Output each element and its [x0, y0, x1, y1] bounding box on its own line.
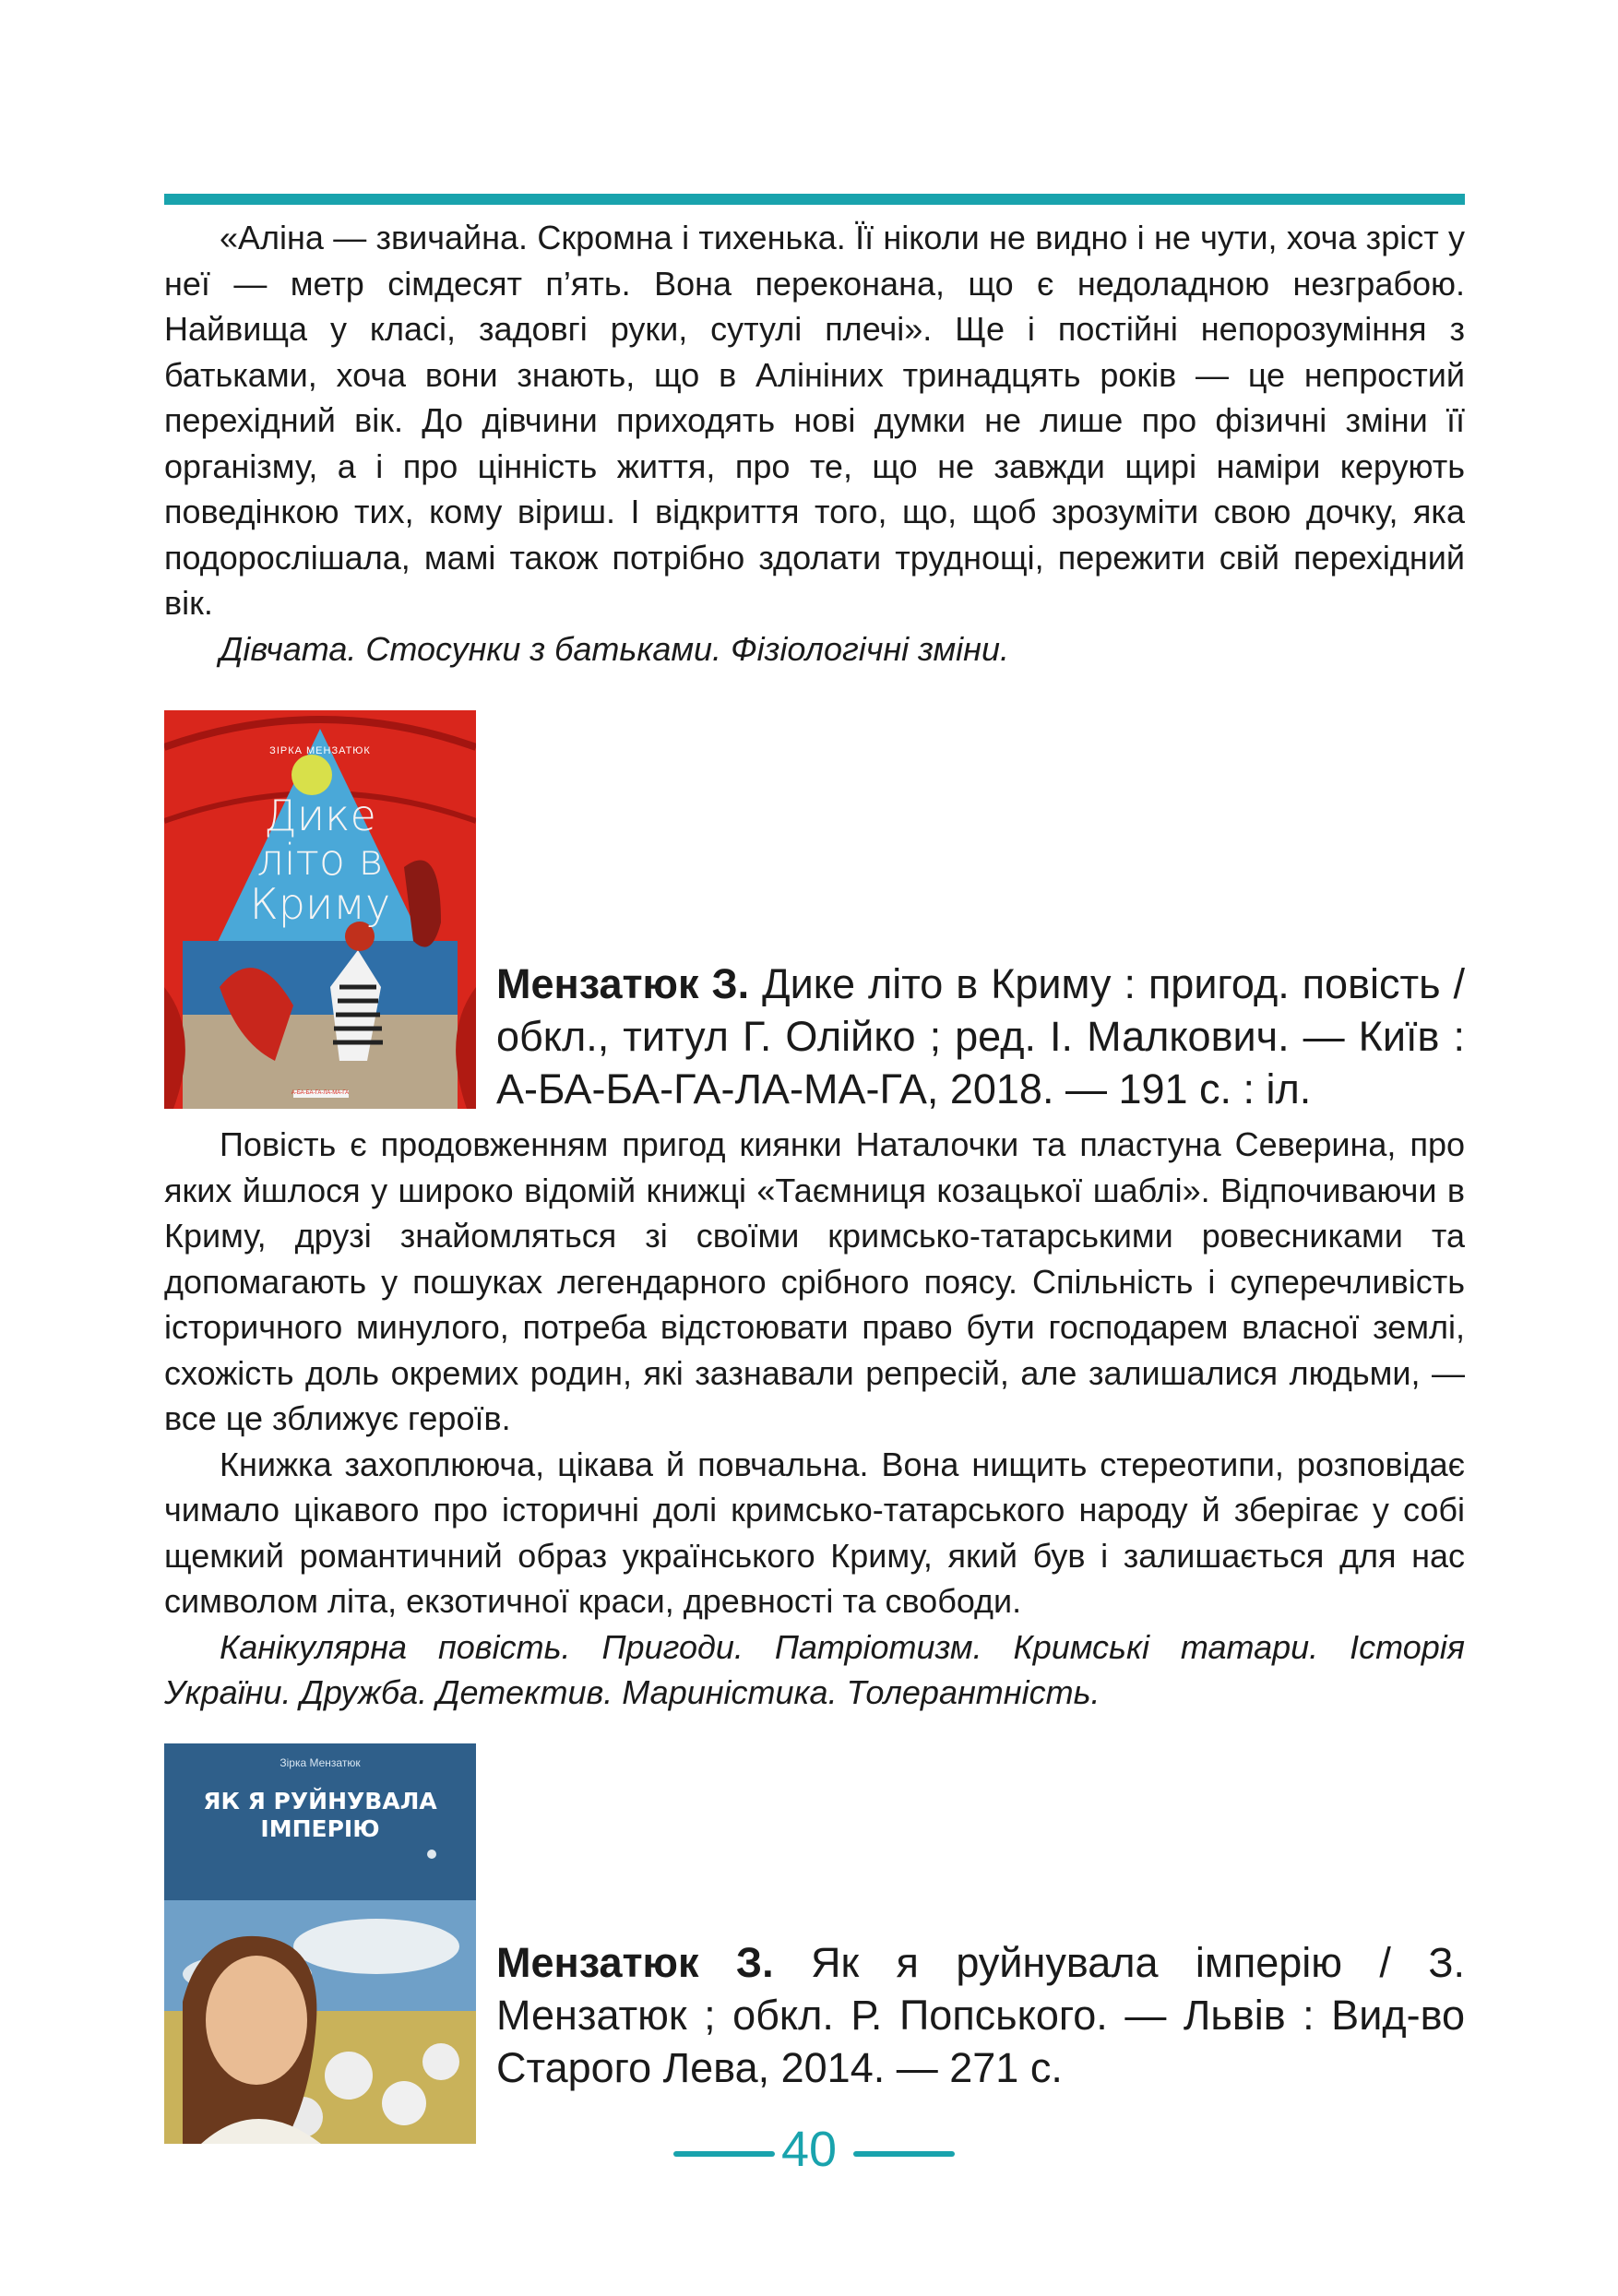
book2-cover-title-line2: ІМПЕРІЮ — [260, 1815, 380, 1842]
book1-citation — [496, 958, 1465, 1115]
intro-tags: Дівчата. Стосунки з батьками. Фізіологічні зміни. — [220, 629, 1010, 668]
book2-cover-title-line1: ЯК Я РУЙНУВАЛА — [203, 1788, 437, 1814]
intro-paragraph: «Аліна — звичайна. Скромна і тихенька. Її ніколи не видно і не чути, хоча зріст у неї — метр сімдесят п’ять. Вона переконана, що є недоладною незграбою. Найвища у класі, задовгі руки, сутулі плечі». Ще і постійні непорозуміння з батьками, хоча вони знають, що в Алініних тринадцять років — це непростий перехідний вік. До дівчини приходять нові думки не лише про фізичні зміни її організму, а і про цінність життя, про те, що не завжди щирі наміри керують поведінкою тих, кому віриш. І відкриття того, що, щоб зрозуміти свою дочку, яка подорослішала, мамі також потрібно здолати труднощі, пережити свій перехідний вік. — [164, 219, 1465, 622]
book1-paragraph1: Повість є продовженням пригод киянки Наталочки та пластуна Северина, про яких йшлося у широко відомій книжці «Таємниця козацької шаблі». Відпочиваючи в Криму, друзі знайомляться зі своїми кримсько-татарськими ровесниками та допомагають у пошуках легендарного срібного поясу. Спільність і суперечливість історичного минулого, потреба відстоювати право бути господарем власної землі, схожість доль окремих родин, які зазнавали репресій, але залишалися людьми, — все це зближує героїв. — [164, 1125, 1465, 1437]
page-number: 40 — [780, 2122, 838, 2177]
book2-author: Мензатюк З. — [496, 1939, 774, 1986]
book1-tags: Канікулярна повість. Пригоди. Патріотизм. Кримські татари. Історія України. Дружба. Детектив. Мариністика. Толерантність. — [164, 1627, 1465, 1711]
book1-cover-title-line3: Криму — [249, 879, 391, 929]
intro-text — [164, 215, 1465, 672]
book2-citation — [496, 1936, 1465, 2094]
book2-cover — [164, 1743, 476, 2144]
book1-cover-publisher: А-БА-БА-ГА-ЛА-МА-ГА — [291, 1090, 350, 1096]
book1-cover-author: ЗІРКА МЕНЗАТЮК — [269, 745, 371, 756]
book2-cover-author: Зірка Мензатюк — [280, 1756, 361, 1769]
book1-author: Мензатюк З. — [496, 960, 750, 1007]
book1-citation-text: Дике літо в Криму : пригод. повість / обкл., титул Г. Олійко ; ред. І. Малкович. — Київ : А-БА-БА-ГА-ЛА-МА-ГА, 2018. — 191 с. : іл. — [496, 960, 1465, 1112]
book2-citation-text: Як я руйнувала імперію / З. Мензатюк ; обкл. Р. Попського. — Львів : Вид-во Старого Лева, 2014. — 271 с. — [496, 1939, 1466, 2091]
book1-cover-title-line1: Дике — [264, 791, 376, 840]
book1-cover-title — [164, 791, 476, 929]
page-number-right-line — [853, 2151, 955, 2157]
book2-cover-title — [164, 1788, 476, 1843]
book1-paragraph2: Книжка захоплююча, цікава й повчальна. Вона нищить стереотипи, розповідає чимало цікавого про історичні долі кримсько-татарського народу й зберігає у собі щемкий романтичний образ українського Криму, який був і залишається для нас символом літа, екзотичної краси, древності та свободи. — [164, 1445, 1465, 1620]
top-rule — [164, 194, 1465, 205]
book1-cover-title-line2: літо в — [256, 835, 384, 885]
book1-description — [164, 1122, 1465, 1716]
book1-cover — [164, 710, 476, 1109]
